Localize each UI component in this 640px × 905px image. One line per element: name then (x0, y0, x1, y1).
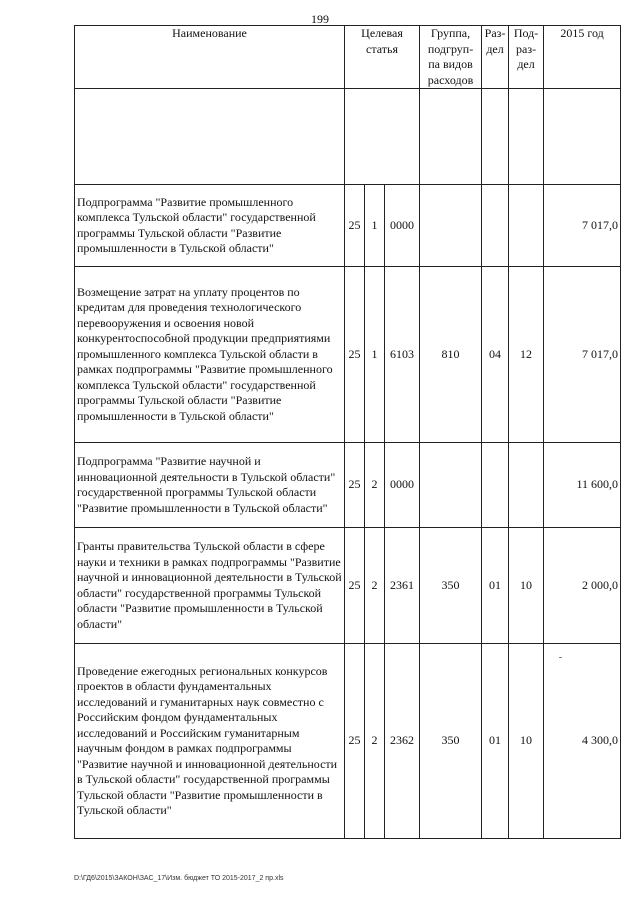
table-row (75, 644, 621, 839)
row-name: Гранты правительства Тульской области в сфере науки и техники в рамках подпрограммы "Развитие научной и инновационной деятельности в Тульской области" государственной программы Тульской области "Развитие промышленности в Тульской области" (75, 528, 345, 644)
target-code-part2: 2 (365, 644, 385, 839)
subsection: 12 (509, 267, 544, 443)
subsection (509, 443, 544, 528)
target-code-part3: 2362 (385, 644, 420, 839)
subsection: 10 (509, 528, 544, 644)
budget-table (74, 25, 621, 839)
target-code-part1: 25 (345, 185, 365, 267)
target-code-part1: 25 (345, 443, 365, 528)
section: 01 (482, 644, 509, 839)
amount-2015 (544, 644, 621, 839)
target-code-part3: 0000 (385, 443, 420, 528)
amount-2015: 7 017,0 (544, 185, 621, 267)
expense-group: 350 (420, 644, 482, 839)
header-subsection: Под-раз-дел (509, 26, 544, 89)
subsection (509, 185, 544, 267)
page-number: 199 (311, 12, 329, 26)
expense-group: 810 (420, 267, 482, 443)
expense-group (420, 443, 482, 528)
expense-group (420, 185, 482, 267)
amount-2015-value: 4 300,0 (582, 733, 619, 748)
row-name: Проведение ежегодных региональных конкурсов проектов в области фундаментальных исследований и гуманитарных наук совместно с Российским фондом фундаментальных исследований и Российским гуманитарным научным фондом в рамках подпрограммы "Развитие научной и инновационной деятельности в Тульской области" государственной программы Тульской области "Развитие промышленности в Тульской области" (75, 644, 345, 839)
row-name: Подпрограмма "Развитие промышленного комплекса Тульской области" государственной программы Тульской области "Развитие промышленности в Тульской области" (75, 185, 345, 267)
amount-2015: 11 600,0 (544, 443, 621, 528)
section: 04 (482, 267, 509, 443)
expense-group: 350 (420, 528, 482, 644)
target-code-part1: 25 (345, 267, 365, 443)
section: 01 (482, 528, 509, 644)
table-row (75, 528, 621, 644)
header-name: Наименование (75, 26, 345, 89)
row-name: Подпрограмма "Развитие научной и инновационной деятельности в Тульской области" государственной программы Тульской области "Развитие промышленности в Тульской области" (75, 443, 345, 528)
target-code-part3: 2361 (385, 528, 420, 644)
header-spacer-row (75, 89, 621, 185)
amount-2015: 7 017,0 (544, 267, 621, 443)
table-row (75, 443, 621, 528)
target-code-part1: 25 (345, 528, 365, 644)
target-code-part2: 1 (365, 267, 385, 443)
target-code-part1: 25 (345, 644, 365, 839)
file-path-footer: D:\ГД6\2015\ЗАКОН\ЗАС_17\Изм. бюджет ТО 2015-2017_2 пр.xls (74, 875, 284, 882)
stray-dash-mark: - (558, 652, 563, 663)
header-expense-group: Группа, подгруп-па видов расходов (420, 26, 482, 89)
target-code-part3: 6103 (385, 267, 420, 443)
header-target-article: Целевая статья (345, 26, 420, 89)
row-name: Возмещение затрат на уплату процентов по кредитам для проведения технологического перевооружения и освоения новой конкурентоспособной продукции предприятиями промышленного комплекса Тульской области в рамках подпрограммы "Развитие промышленного комплекса Тульской области" государственной программы Тульской области "Развитие промышленности в Тульской области" (75, 267, 345, 443)
section (482, 185, 509, 267)
amount-2015: 2 000,0 (544, 528, 621, 644)
subsection: 10 (509, 644, 544, 839)
table-row (75, 185, 621, 267)
target-code-part3: 0000 (385, 185, 420, 267)
section (482, 443, 509, 528)
target-code-part2: 2 (365, 443, 385, 528)
header-section: Раз-дел (482, 26, 509, 89)
table-row (75, 267, 621, 443)
header-year-2015: 2015 год (544, 26, 621, 89)
header-row (75, 26, 621, 89)
target-code-part2: 2 (365, 528, 385, 644)
target-code-part2: 1 (365, 185, 385, 267)
